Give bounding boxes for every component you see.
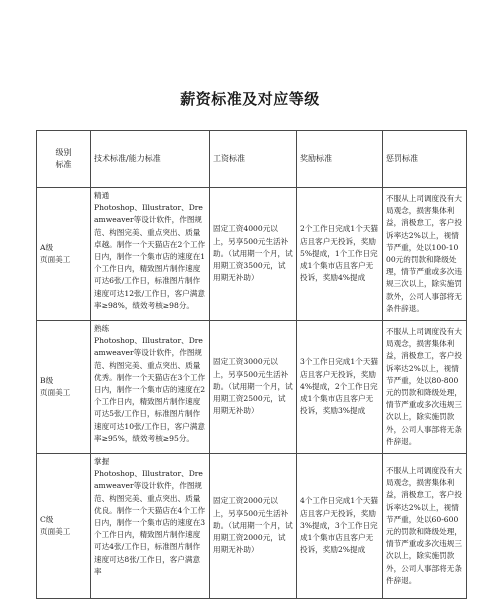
level-cell: [37, 454, 91, 599]
header-reward: 奖励标准: [297, 131, 383, 188]
salary-cell: 固定工资2000元以上，另享500元生活补助。（试用期一个月，试用期工资2000元，试用期无补助）: [210, 454, 297, 599]
table-row: [37, 321, 467, 454]
salary-table: [36, 130, 467, 599]
header-level-line1: 级别: [55, 147, 72, 157]
table-row: [37, 188, 467, 321]
skill-cell: 熟练 Photoshop、Illustrator、Dreamweaver等设计软件，作图规范、构图完美、重点突出、质量优秀。制作一个天猫店在3个工作日内，制作一个集市店的速度在2个工作日内，精致图片制作速度可达5张/工作日，标准图片制作速度可达10张/工作日，客户满意率≥95%，绩效考核≥95分。: [91, 321, 210, 454]
level-cell: [37, 188, 91, 321]
level-code: A级: [40, 242, 54, 252]
salary-cell: 固定工资3000元以上，另享500元生活补助。（试用期一个月，试用期工资2500元，试用期无补助）: [210, 321, 297, 454]
header-row: [37, 131, 467, 188]
penalty-cell: 不服从上司调度没有大局观念，损害集体利益，消极怠工，客户投诉率达2%以上，视情节严重，处以60-600元的罚款和降级处理，情节严重或多次违规三次以上，除实施罚款外，公司人事部将无条件辞退。: [383, 454, 467, 599]
reward-cell: 2个工作日完成1个天猫店且客户无投诉，奖励5%提成，1个工作日完成1个集市店且客户无投诉，奖励4%提成: [297, 188, 383, 321]
penalty-cell: 不服从上司调度没有大局观念，损害集体利益，消极怠工，客户投诉率达2%以上，视情节严重，处以100-1000元的罚款和降级处理，情节严重或多次违规三次以上，除实施罚款外，公司人事部将无条件辞退。: [383, 188, 467, 321]
level-role: 页面美工: [40, 255, 71, 264]
reward-cell: 3个工作日完成1个天猫店且客户无投诉，奖励4%提成，2个工作日完成1个集市店且客户无投诉，奖励3%提成: [297, 321, 383, 454]
header-level: [37, 131, 91, 188]
header-level-line2: 标准: [55, 160, 72, 169]
level-code: B级: [40, 375, 54, 385]
skill-cell: 精通 Photoshop、Illustrator、Dreamweaver等设计软件，作图规范、构图完美、重点突出、质量卓越。制作一个天猫店在2个工作日内，制作一个集市店的速度在1个工作日内，精致图片制作速度可达6张/工作日，标准图片制作速度可达12张/工作日，客户满意率≥98%，绩效考核≥98分。: [91, 188, 210, 321]
level-cell: [37, 321, 91, 454]
header-salary: 工资标准: [210, 131, 297, 188]
level-role: 页面美工: [40, 527, 71, 536]
level-role: 页面美工: [40, 388, 71, 397]
skill-cell: 掌握 Photoshop、Illustrator、Dreamweaver等设计软件，作图规范、构图完美、重点突出、质量优良。制作一个天猫店在4个工作日内，制作一个集市店的速度在3个工作日内，精致图片制作速度可达4张/工作日，标准图片制作速度可达8张/工作日，客户满意率: [91, 454, 210, 599]
penalty-cell: 不服从上司调度没有大局观念，损害集体利益，消极怠工，客户投诉率达2%以上，视情节严重，处以80-800元的罚款和降级处理，情节严重或多次违规三次以上，除实施罚款外，公司人事部将无条件辞退。: [383, 321, 467, 454]
table-row: [37, 454, 467, 599]
header-penalty: 惩罚标准: [383, 131, 467, 188]
reward-cell: 4个工作日完成1个天猫店且客户无投诉，奖励3%提成，3个工作日完成1个集市店且客户无投诉，奖励2%提成: [297, 454, 383, 599]
page-title: 薪资标准及对应等级: [180, 90, 320, 108]
header-skill: 技术标准/能力标准: [91, 131, 210, 188]
level-code: C级: [40, 514, 54, 524]
salary-cell: 固定工资4000元以上，另享500元生活补助。（试用期一个月，试用期工资3500元，试用期无补助）: [210, 188, 297, 321]
